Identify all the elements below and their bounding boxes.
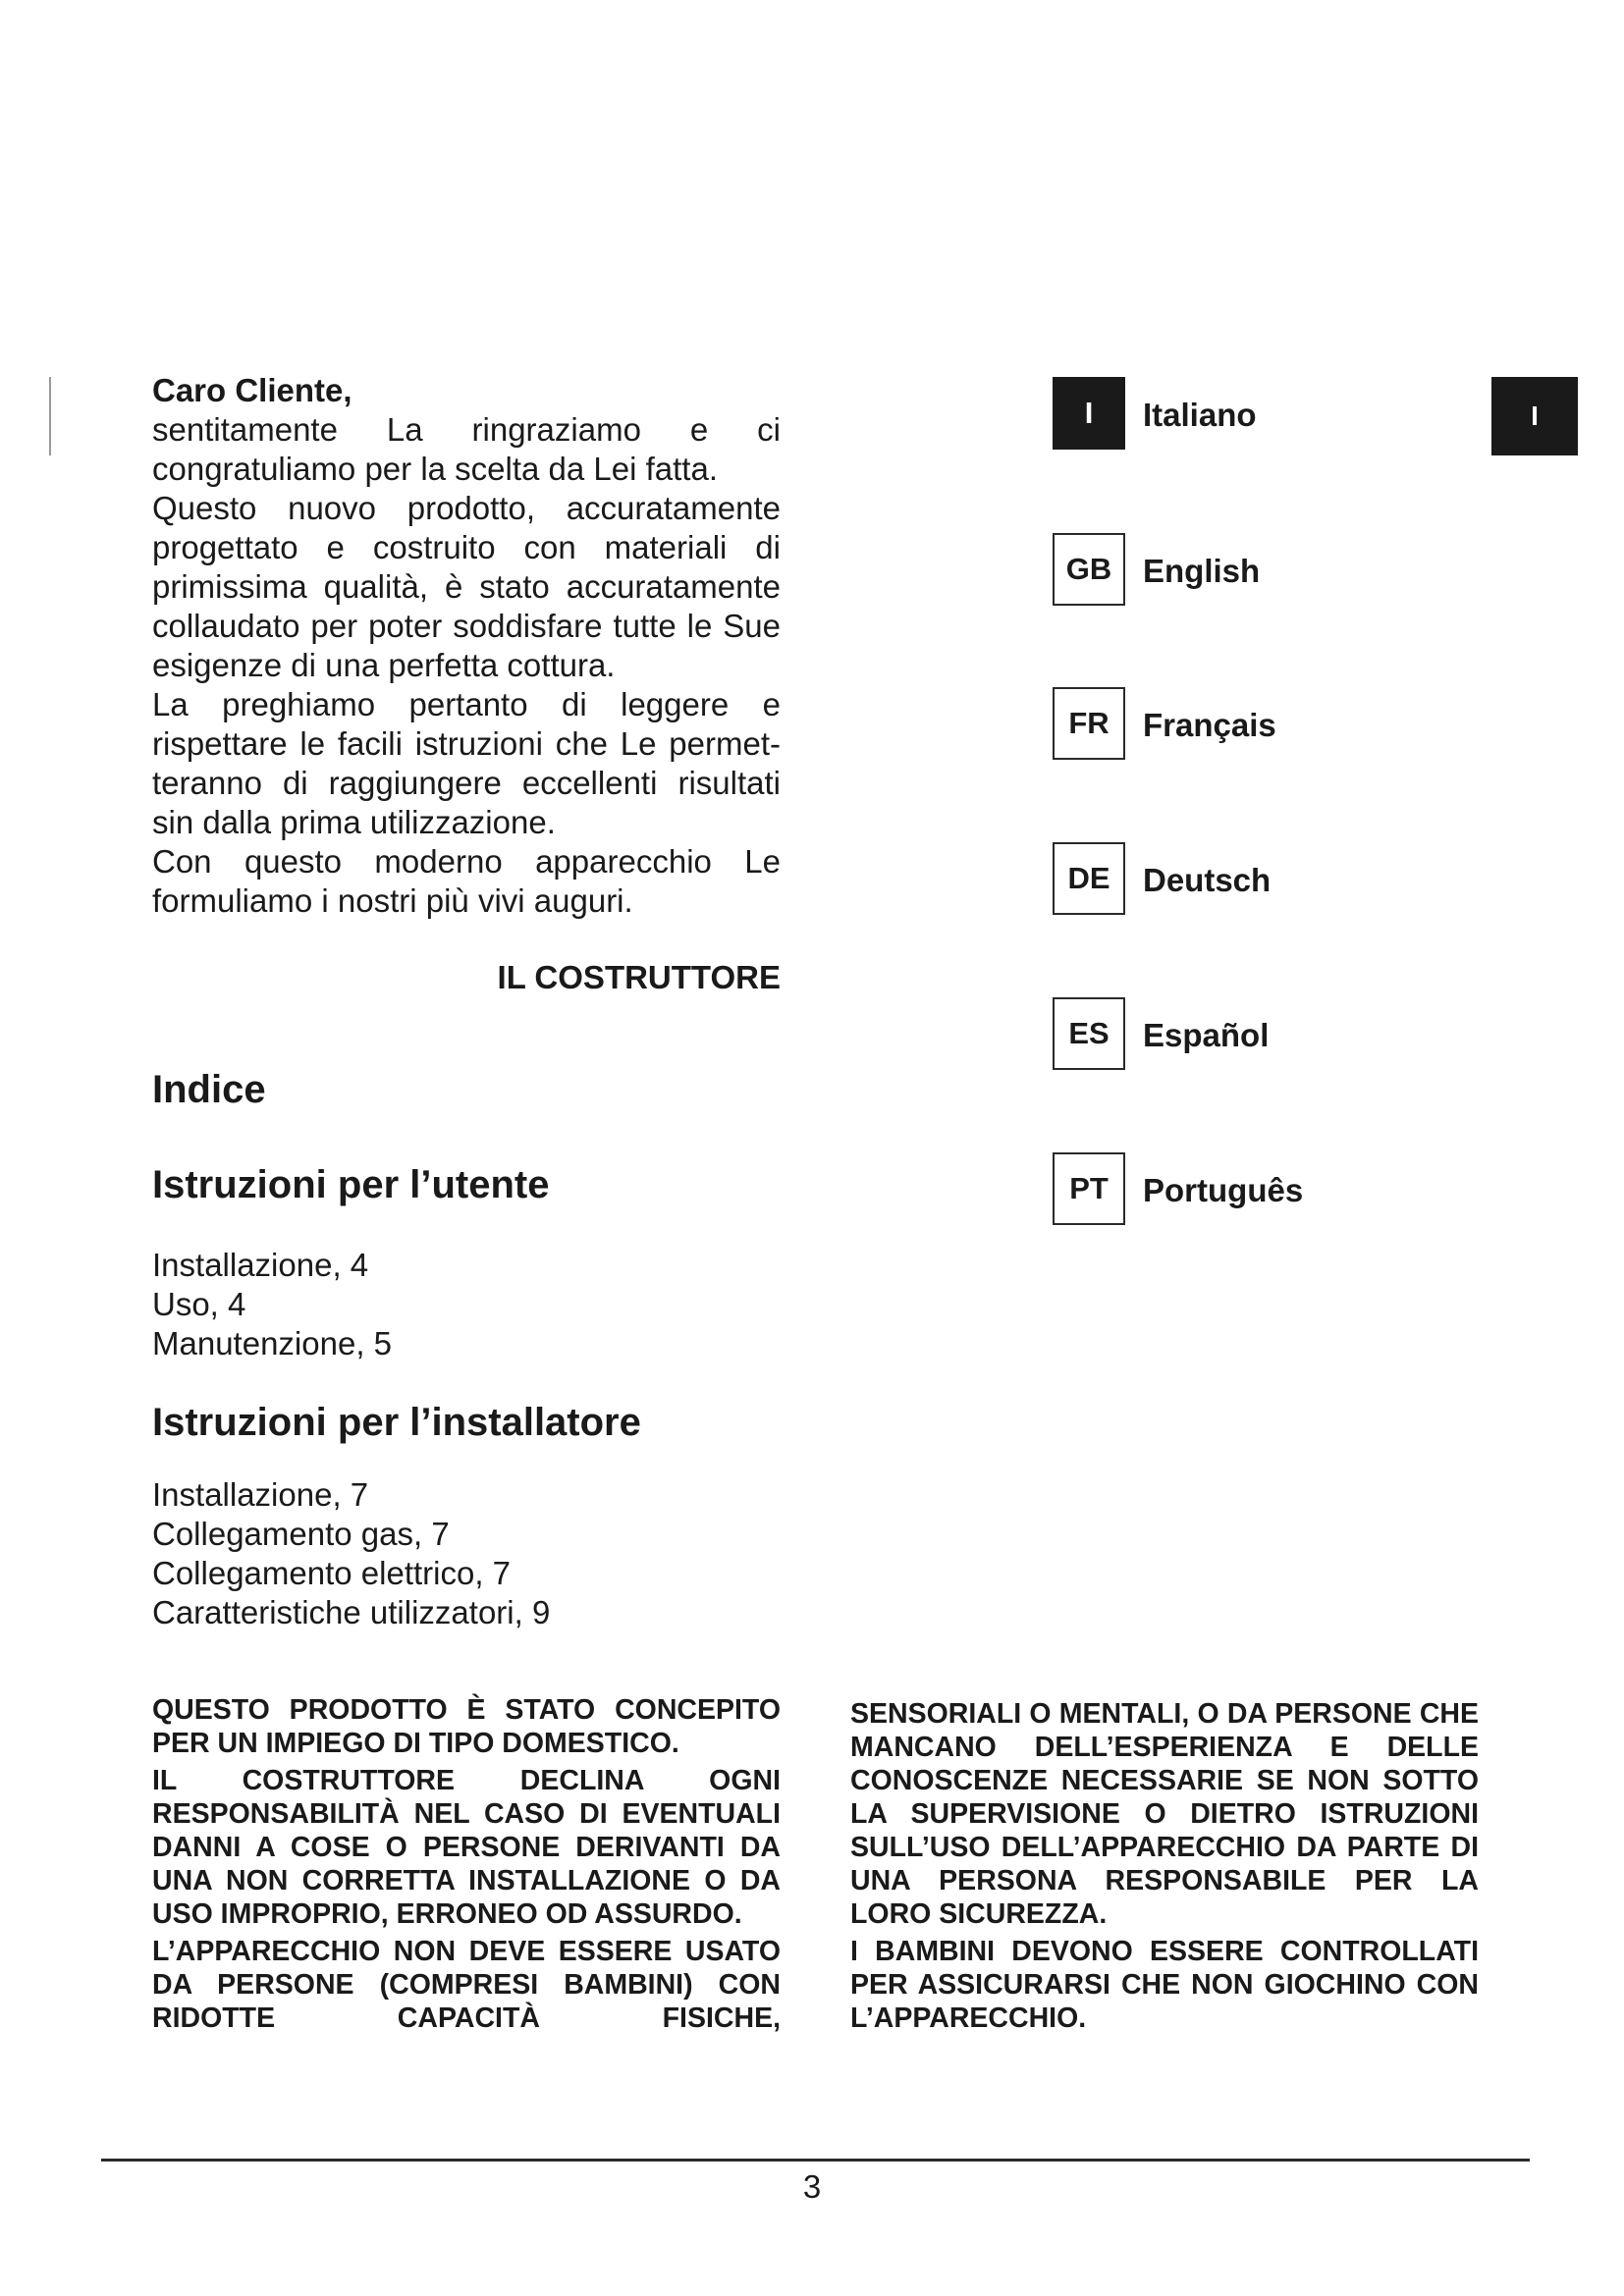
language-item-espanol[interactable] (1053, 997, 1269, 1070)
language-code-badge: I (1053, 377, 1125, 450)
warning-paragraph: I BAMBINI DEVONO ESSERE CONTROLLATI PER ASSICURARSI CHE NON GIOCHINO CON L’APPARECCHIO. (850, 1936, 1479, 2034)
language-code-badge: FR (1053, 687, 1125, 760)
language-name: Deutsch (1143, 862, 1272, 898)
warning-paragraph: QUESTO PRODOTTO È STATO CONCEPITO PER UN IMPIEGO DI TIPO DOMESTICO. (152, 1694, 781, 1759)
toc-user-list (152, 1246, 781, 1363)
letter-signature: IL COSTRUTTORE (497, 959, 781, 995)
letter-paragraph: Questo nuovo prodotto, accuratamente progettato e costruito con materiali di primissima qualità, è stato accuratamente collaudato per poter soddisfare tutte le Sue esigenze di una perfetta cottura. (152, 490, 781, 683)
table-of-contents (152, 1066, 781, 1632)
warning-paragraph: L’APPARECCHIO NON DEVE ESSERE USATO DA PERSONE (COMPRESI BAMBINI) CON RIDOTTE CAPACITÀ FISICHE, (152, 1936, 781, 2034)
language-code-badge: ES (1053, 997, 1125, 1070)
letter-paragraph: La preghiamo pertanto di leggere e rispettare le facili istruzioni che Le permet-teranno di raggiungere eccellenti risultati sin dalla prima utilizzazione. (152, 686, 781, 840)
language-name: Français (1143, 707, 1276, 743)
section-thumb-tab: I (1491, 377, 1578, 455)
language-code-badge: DE (1053, 842, 1125, 915)
letter-paragraph: sentitamente La ringraziamo e ci congratuliamo per la scelta da Lei fatta. (152, 411, 781, 487)
safety-warning-left (152, 1693, 781, 2035)
warning-paragraph: SENSORIALI O MENTALI, O DA PERSONE CHE MANCANO DELL’ESPERIENZA E DELLE CONOSCENZE NECESSARIE SE NON SOTTO LA SUPERVISIONE O DIETRO ISTRUZIONI SULL’USO DELL’APPARECCHIO DA PARTE DI UNA PERSONA RESPONSABILE PER LA LORO SICUREZZA. (850, 1698, 1479, 1930)
language-name: Italiano (1143, 397, 1257, 433)
language-item-english[interactable] (1053, 533, 1260, 606)
language-name: English (1143, 553, 1261, 589)
language-item-francais[interactable] (1053, 687, 1276, 760)
language-item-italiano[interactable] (1053, 377, 1257, 450)
toc-item[interactable]: Caratteristiche utilizzatori, 9 (152, 1594, 551, 1630)
toc-installer-section-title: Istruzioni per l’installatore (152, 1401, 641, 1444)
toc-item[interactable]: Manutenzione, 5 (152, 1325, 393, 1362)
page-number: 3 (802, 2168, 822, 2205)
toc-item[interactable]: Uso, 4 (152, 1286, 246, 1322)
language-name: Português (1143, 1172, 1304, 1208)
toc-item[interactable]: Installazione, 4 (152, 1247, 369, 1283)
language-item-deutsch[interactable] (1053, 842, 1271, 915)
margin-mark (49, 377, 51, 455)
customer-letter (152, 371, 781, 997)
toc-title: Indice (152, 1068, 266, 1111)
toc-item[interactable]: Collegamento elettrico, 7 (152, 1555, 512, 1591)
language-item-portugues[interactable] (1053, 1152, 1303, 1225)
letter-paragraph: Con questo moderno apparecchio Le formuliamo i nostri più vivi auguri. (152, 843, 781, 919)
toc-installer-list (152, 1475, 781, 1632)
letter-greeting: Caro Cliente, (152, 372, 352, 408)
language-code-badge: GB (1053, 533, 1125, 606)
language-code-badge: PT (1053, 1152, 1125, 1225)
toc-user-section-title: Istruzioni per l’utente (152, 1163, 550, 1206)
safety-warning-right (850, 1697, 1479, 2035)
toc-item[interactable]: Installazione, 7 (152, 1476, 369, 1513)
toc-item[interactable]: Collegamento gas, 7 (152, 1516, 450, 1552)
warning-paragraph: IL COSTRUTTORE DECLINA OGNI RESPONSABILITÀ NEL CASO DI EVENTUALI DANNI A COSE O PERSONE DERIVANTI DA UNA NON CORRETTA INSTALLAZIONE O DA USO IMPROPRIO, ERRONEO OD ASSURDO. (152, 1765, 781, 1930)
language-name: Español (1143, 1017, 1270, 1053)
footer-rule (101, 2159, 1530, 2162)
